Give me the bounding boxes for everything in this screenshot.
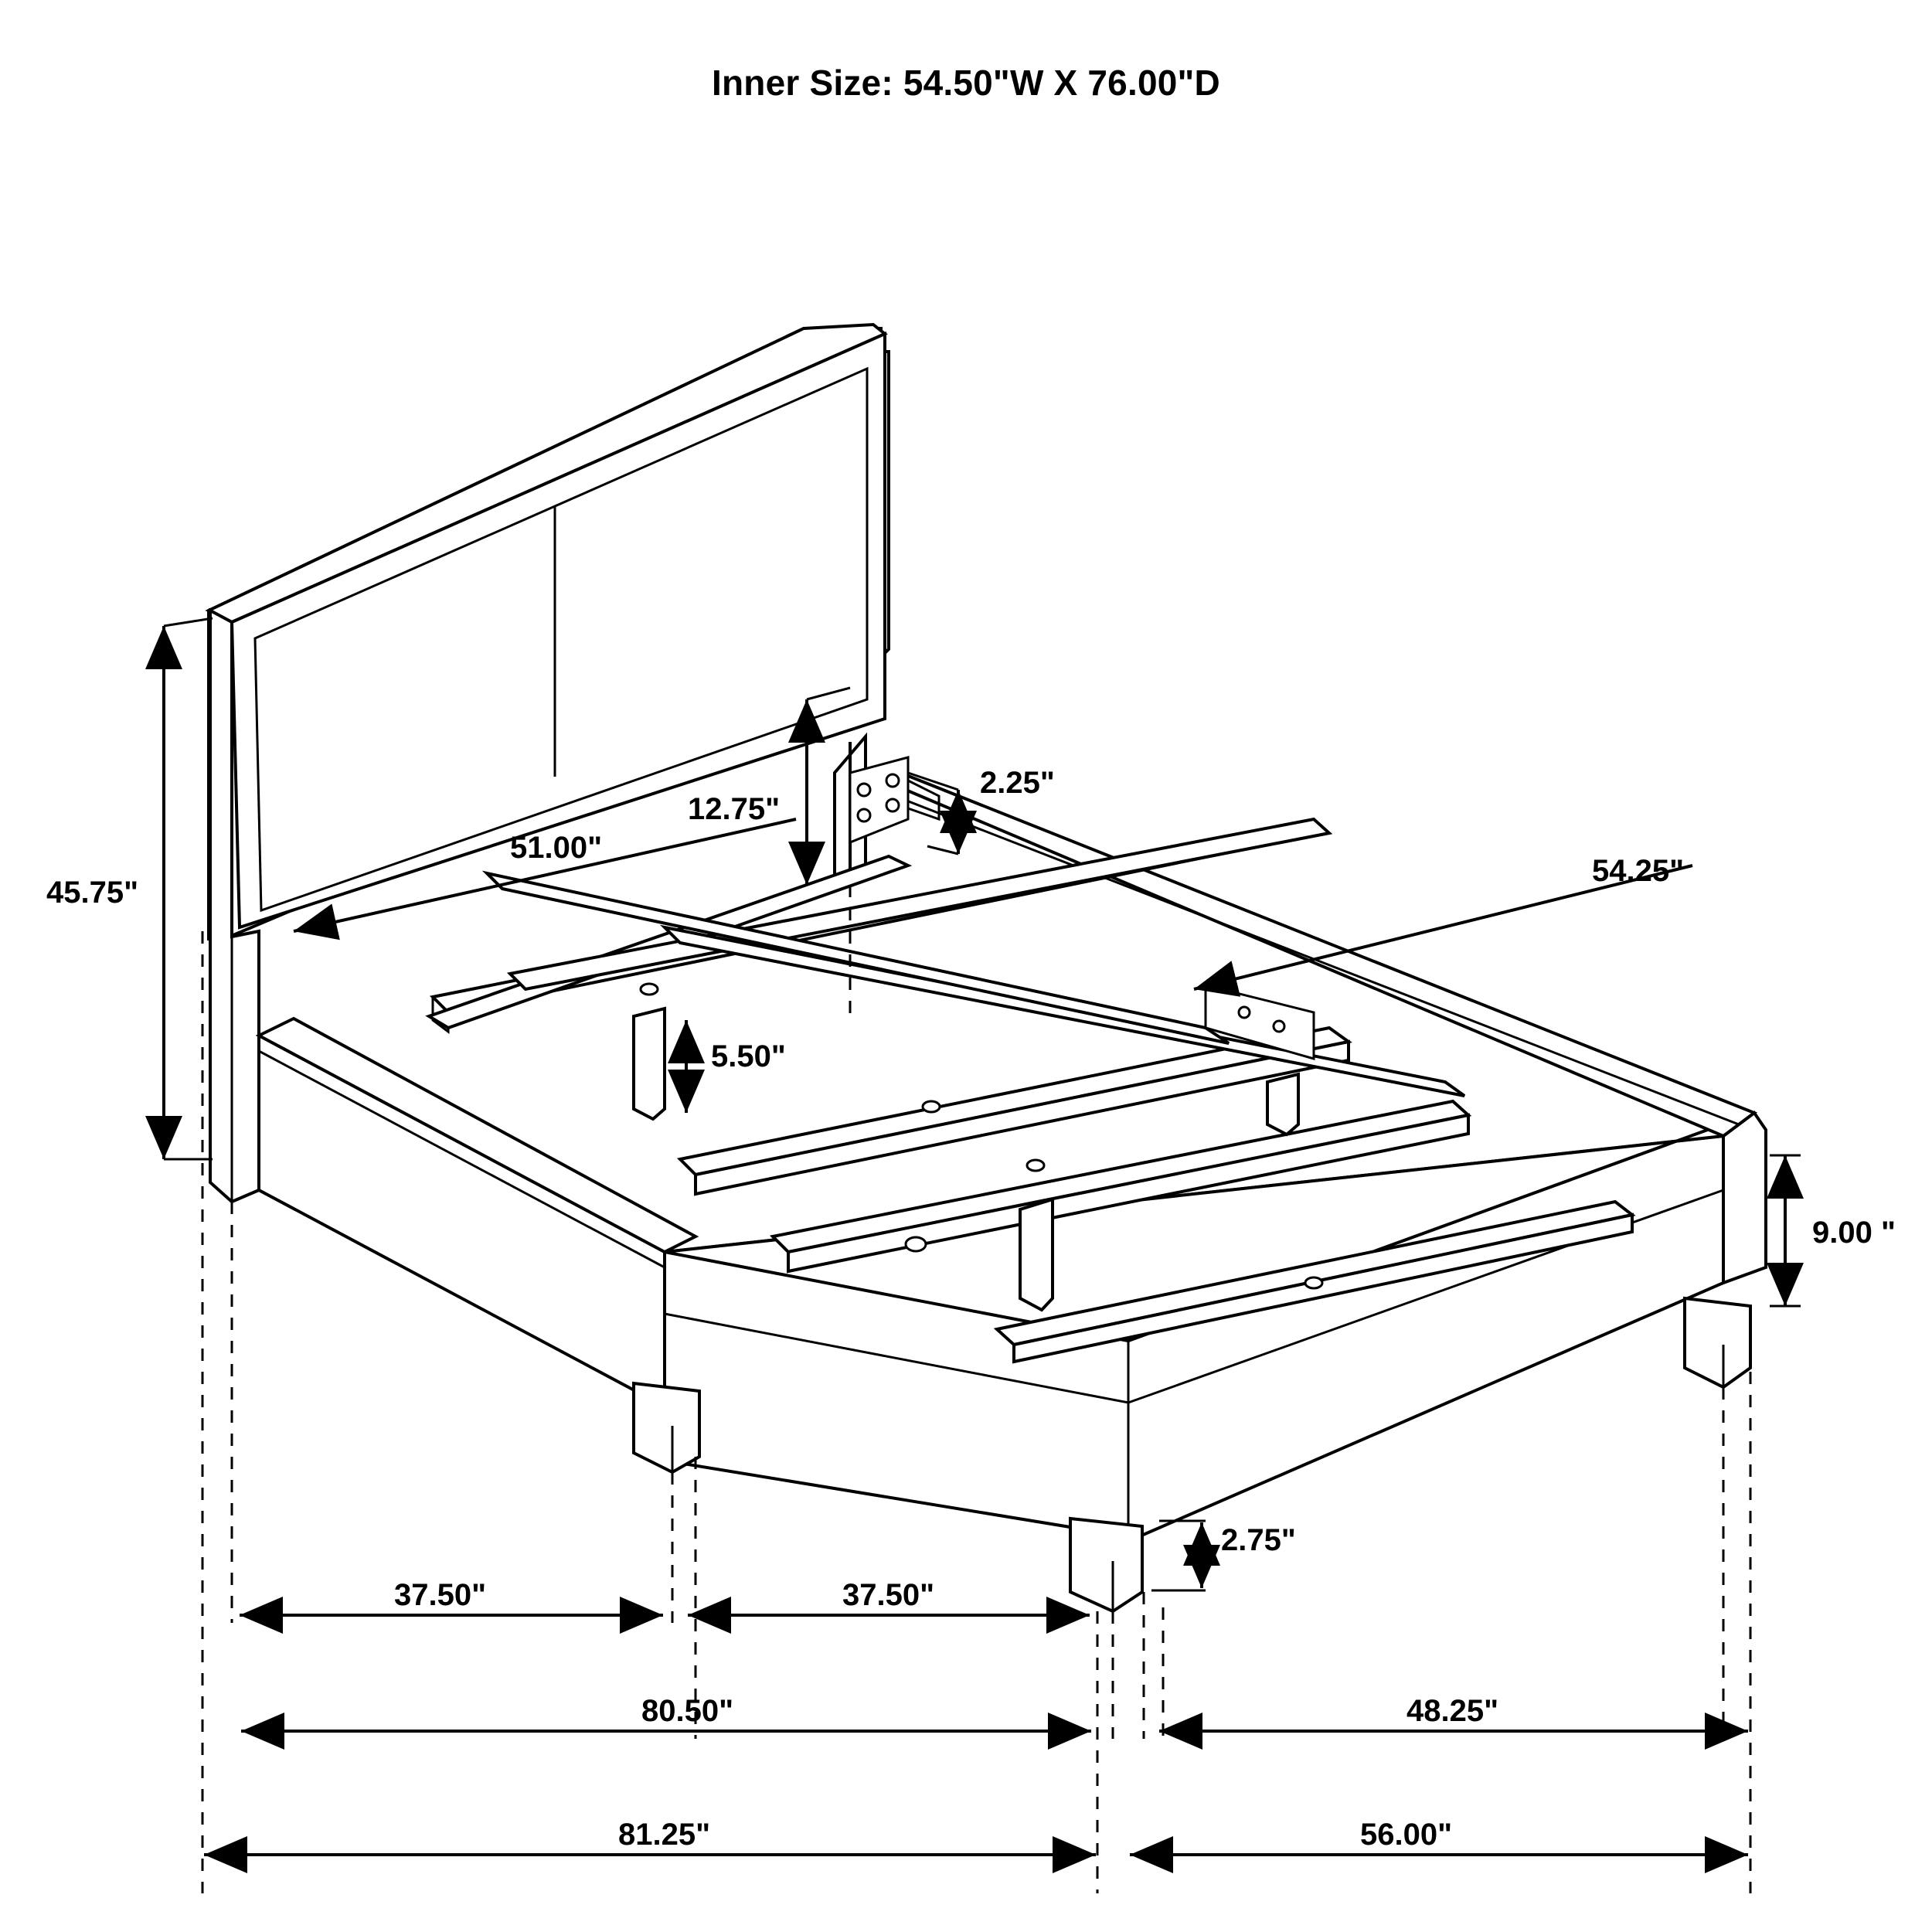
- dim-2-75: [1151, 1521, 1296, 1590]
- dim-label-80-50: 80.50": [641, 1694, 734, 1728]
- dim-5-50: [686, 1020, 786, 1113]
- dim-label-37-50-left: 37.50": [394, 1578, 487, 1612]
- dim-label-5-50: 5.50": [711, 1039, 786, 1073]
- dim-56-00: [1130, 1818, 1748, 1855]
- dim-label-12-75: 12.75": [688, 792, 781, 826]
- dim-9-00: [1770, 1155, 1896, 1306]
- dim-label-81-25: 81.25": [618, 1818, 711, 1852]
- dim-label-56-00: 56.00": [1360, 1818, 1453, 1852]
- dim-80-50: [241, 1694, 1091, 1731]
- dim-label-9-00: 9.00 ": [1812, 1216, 1896, 1250]
- dim-label-2-25: 2.25": [980, 766, 1055, 800]
- dim-label-54-25: 54.25": [1592, 854, 1685, 888]
- dim-48-25: [1159, 1694, 1748, 1731]
- dim-label-48-25: 48.25": [1406, 1694, 1499, 1728]
- dim-label-37-50-right: 37.50": [842, 1578, 935, 1612]
- dim-label-2-75: 2.75": [1221, 1523, 1296, 1557]
- dim-label-45-75: 45.75": [46, 876, 139, 910]
- dim-45-75: [46, 618, 213, 1159]
- page-title: Inner Size: 54.50"W X 76.00"D: [712, 63, 1220, 103]
- dim-81-25: [204, 1818, 1096, 1855]
- dim-37-50-left: [240, 1578, 663, 1615]
- dim-label-51-00: 51.00": [510, 831, 603, 865]
- dim-37-50-right: [688, 1578, 1090, 1615]
